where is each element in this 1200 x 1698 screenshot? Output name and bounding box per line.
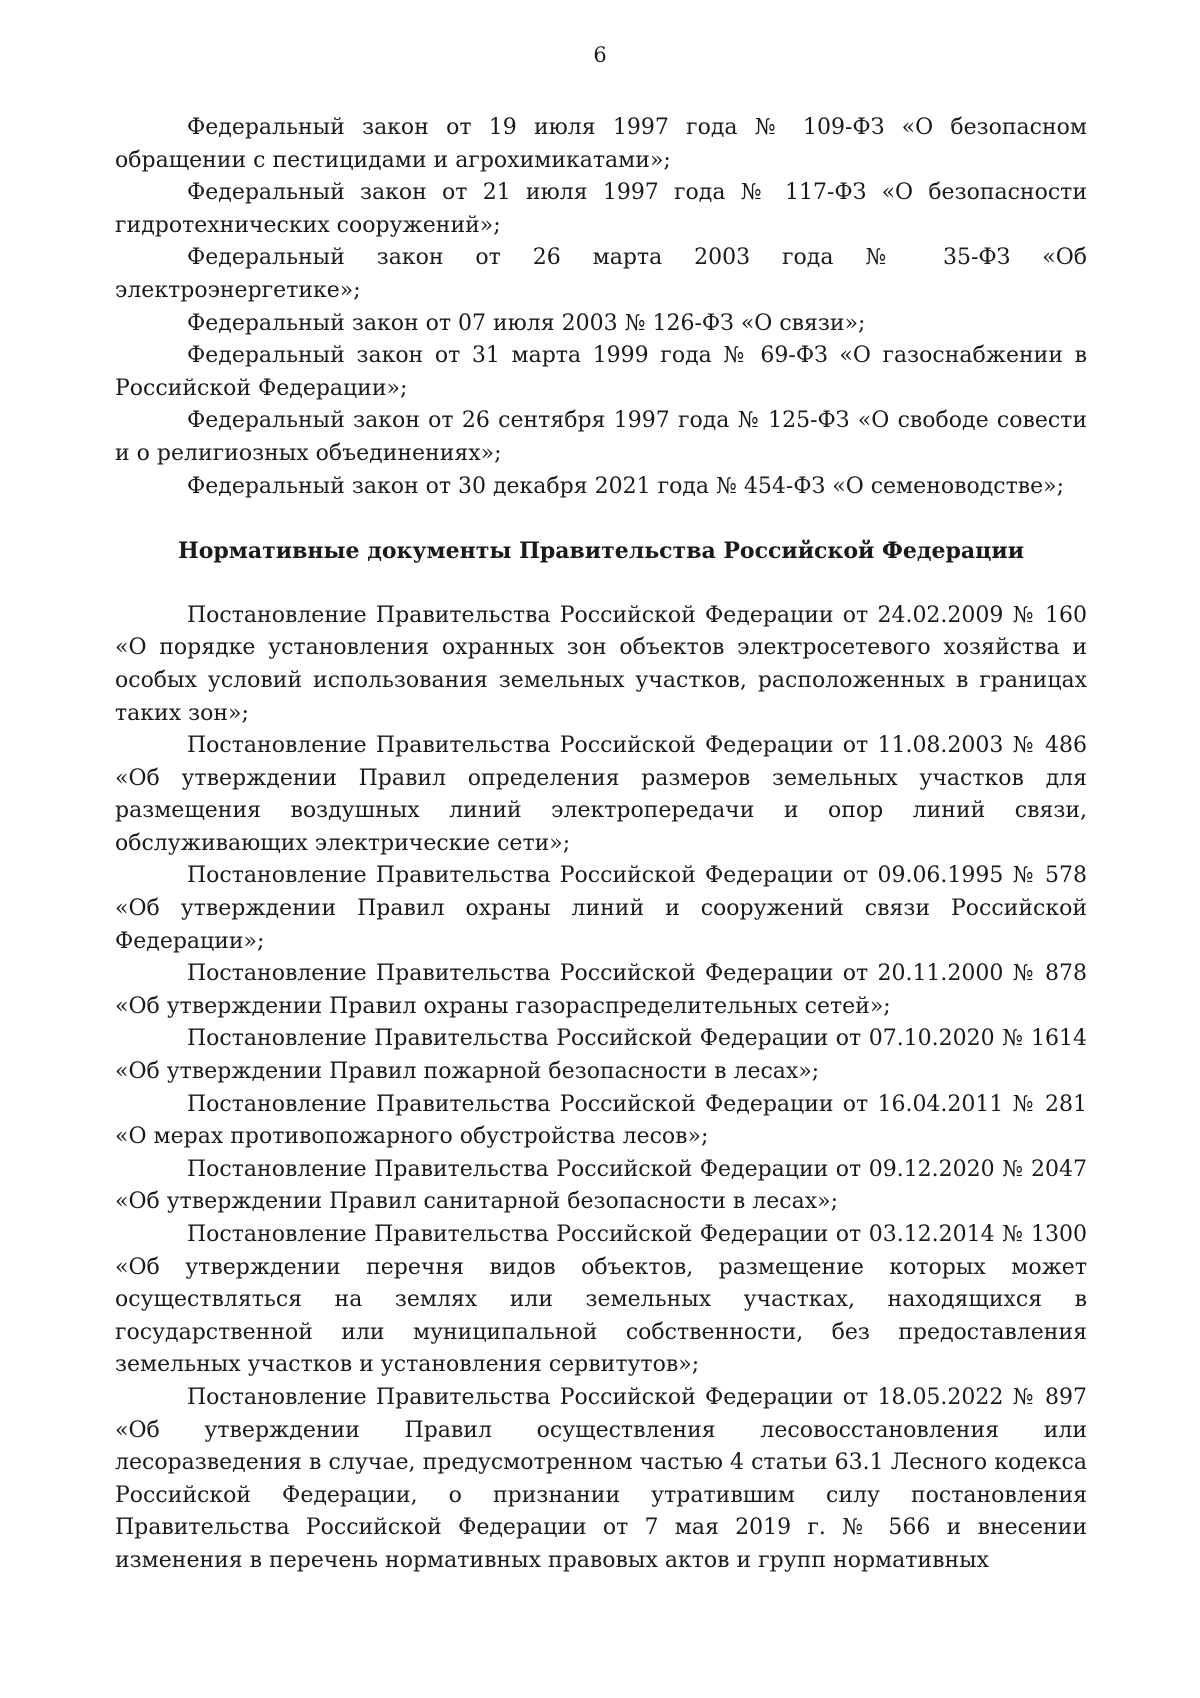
list-item: Федеральный закон от 26 марта 2003 года № 35-ФЗ «Об электроэнергетике»; xyxy=(115,245,1087,303)
list-item: Постановление Правительства Российской Федерации от 07.10.2020 № 1614 «Об утверждении Правил пожарной безопасности в лесах»; xyxy=(115,1026,1087,1085)
list-item: Постановление Правительства Российской Федерации от 20.11.2000 № 878 «Об утверждении Правил охраны газораспределительных сетей»; xyxy=(115,961,1087,1019)
list-item: Федеральный закон от 26 сентября 1997 года № 125-ФЗ «О свободе совести и о религиозных объединениях»; xyxy=(115,408,1087,466)
list-item: Федеральный закон от 07 июля 2003 № 126-ФЗ «О связи»; xyxy=(187,310,866,336)
list-item: Постановление Правительства Российской Федерации от 03.12.2014 № 1300 «Об утверждении перечня видов объектов, размещение которых может осуществляться на землях или земельных участках, находящихся в государственной или муниципальной собственности, без предоставления земельных участков и установления сервитутов»; xyxy=(115,1222,1087,1378)
list-item: Федеральный закон от 19 июля 1997 года № 109-ФЗ «О безопасном обращении с пестицидами и агрохимикатами»; xyxy=(115,115,1087,173)
list-item: Федеральный закон от 31 марта 1999 года № 69-ФЗ «О газоснабжении в Российской Федерации»; xyxy=(115,343,1087,401)
list-item: Федеральный закон от 30 декабря 2021 года № 454-ФЗ «О семеноводстве»; xyxy=(187,473,1065,499)
document-body xyxy=(115,112,1087,1578)
list-item: Постановление Правительства Российской Федерации от 09.12.2020 № 2047 «Об утверждении Правил санитарной безопасности в лесах»; xyxy=(115,1156,1087,1215)
federal-laws-list xyxy=(115,112,1087,503)
list-item: Постановление Правительства Российской Федерации от 24.02.2009 № 160 «О порядке установления охранных зон объектов электросетевого хозяйства и особых условий использования земельных участков, расположенных в границах таких зон»; xyxy=(115,602,1087,726)
list-item: Постановление Правительства Российской Федерации от 09.06.1995 № 578 «Об утверждении Правил охраны линий и сооружений связи Российской Федерации»; xyxy=(115,863,1087,954)
list-item: Постановление Правительства Российской Федерации от 18.05.2022 № 897 «Об утверждении Правил осуществления лесовосстановления или лесоразведения в случае, предусмотренном частью 4 статьи 63.1 Лесного кодекса Российской Федерации, о признании утратившим силу постановления Правительства Российской Федерации от 7 мая 2019 г. № 566 и внесении изменения в перечень нормативных правовых актов и групп нормативных xyxy=(115,1384,1087,1573)
section-heading: Нормативные документы Правительства Российской Федерации xyxy=(177,538,1025,565)
list-item: Постановление Правительства Российской Федерации от 11.08.2003 № 486 «Об утверждении Правил определения размеров земельных участков для размещения воздушных линий электропередачи и опор линий связи, обслуживающих электрические сети»; xyxy=(115,733,1087,856)
list-item: Федеральный закон от 21 июля 1997 года № 117-ФЗ «О безопасности гидротехнических сооружений»; xyxy=(115,180,1087,238)
list-item: Постановление Правительства Российской Федерации от 16.04.2011 № 281 «О мерах противопожарного обустройства лесов»; xyxy=(115,1091,1087,1150)
government-resolutions-list xyxy=(115,600,1087,1578)
page-number: 6 xyxy=(593,43,607,67)
